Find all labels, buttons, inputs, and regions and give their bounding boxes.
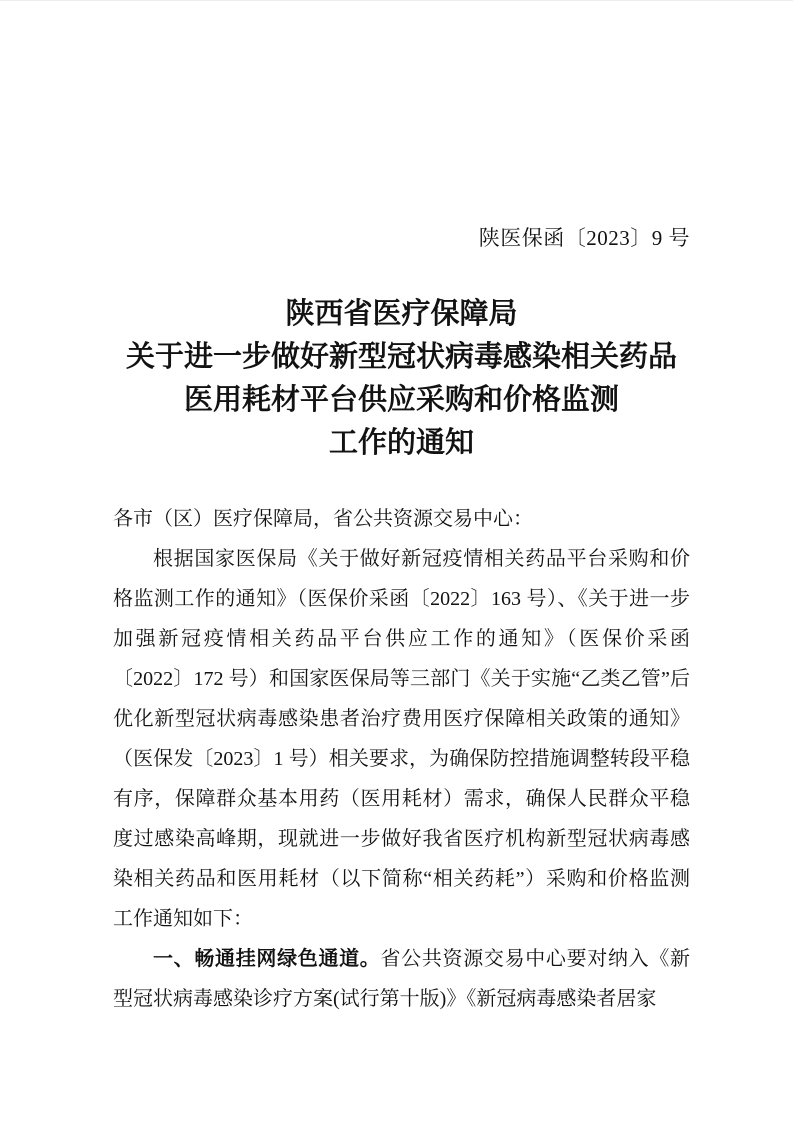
title-line-issuer: 陕西省医疗保障局 (285, 298, 518, 330)
title-line-subject-3: 工作的通知 (328, 427, 474, 459)
paragraph-section-1 (113, 939, 690, 1019)
doc-reference-number: 陕医保函〔2023〕9 号 (478, 226, 690, 250)
section-1-heading: 一、畅通挂网绿色通道。 (153, 948, 381, 970)
salutation: 各市（区）医疗保障局，省公共资源交易中心： (113, 508, 533, 530)
title-line-subject-2: 医用耗材平台供应采购和价格监测 (183, 384, 619, 416)
paragraph-intro: 根据国家医保局《关于做好新冠疫情相关药品平台采购和价格监测工作的通知》（医保价采函〔2022〕163 号）、《关于进一步加强新冠疫情相关药品平台供应工作的通知》（医保价采函〔2022〕172 号）和国家医保局等三部门《关于实施“乙类乙管”后优化新型冠状病毒感染患者治疗费用医疗保障相关政策的通知》（医保发〔2023〕1 号）相关要求，为确保防控措施调整转段平稳有序，保障群众基本用药（医用耗材）需求，确保人民群众平稳度过感染高峰期，现就进一步做好我省医疗机构新型冠状病毒感染相关药品和医用耗材（以下简称“相关药耗”）采购和价格监测工作通知如下： (113, 548, 690, 930)
document-title (113, 293, 690, 465)
document-content (0, 1, 793, 1019)
section-1-body: 省公共资源交易中心要对纳入《新型冠状病毒感染诊疗方案(试行第十版)》《新冠病毒感染者居家 (113, 948, 691, 1010)
title-line-subject-1: 关于进一步做好新型冠状病毒感染相关药品 (125, 341, 677, 373)
